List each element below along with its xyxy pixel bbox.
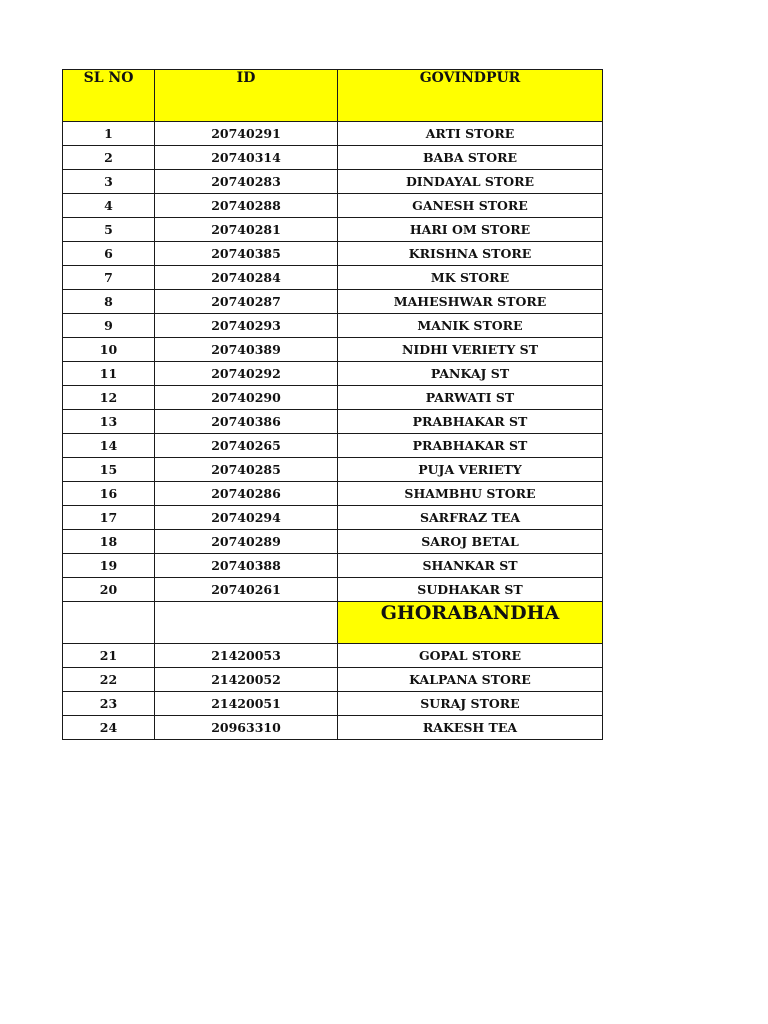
table-row [63,146,603,170]
table-row [63,314,603,338]
table-row [63,194,603,218]
cell-sl-no: 16 [63,482,155,506]
cell-store-name: HARI OM STORE [338,218,603,242]
cell-sl-no: 1 [63,122,155,146]
cell-store-name: PUJA VERIETY [338,458,603,482]
cell-store-name: ARTI STORE [338,122,603,146]
cell-id: 20740314 [155,146,338,170]
cell-store-name: MANIK STORE [338,314,603,338]
header-area-govindpur: GOVINDPUR [338,70,603,122]
cell-sl-no: 24 [63,716,155,740]
section-title-ghorabandha: GHORABANDHA [338,602,603,644]
table-body [63,70,603,740]
cell-store-name: SHAMBHU STORE [338,482,603,506]
cell-sl-no: 3 [63,170,155,194]
cell-store-name: GOPAL STORE [338,644,603,668]
cell-sl-no: 4 [63,194,155,218]
cell-sl-no: 15 [63,458,155,482]
cell-id: 20740287 [155,290,338,314]
cell-store-name: BABA STORE [338,146,603,170]
table-row [63,530,603,554]
table-row [63,362,603,386]
cell-sl-no: 6 [63,242,155,266]
cell-sl-no: 10 [63,338,155,362]
cell-id: 20740284 [155,266,338,290]
table-row [63,410,603,434]
cell-store-name: SHANKAR ST [338,554,603,578]
table-row [63,338,603,362]
cell-store-name: PARWATI ST [338,386,603,410]
cell-sl-no: 5 [63,218,155,242]
table-row [63,644,603,668]
cell-id: 20963310 [155,716,338,740]
cell-store-name: NIDHI VERIETY ST [338,338,603,362]
cell-sl-no: 19 [63,554,155,578]
cell-id: 20740291 [155,122,338,146]
table-row [63,458,603,482]
table-row [63,170,603,194]
cell-id: 20740289 [155,530,338,554]
cell-id: 20740294 [155,506,338,530]
cell-sl-no: 18 [63,530,155,554]
empty-cell [63,602,155,644]
cell-store-name: MAHESHWAR STORE [338,290,603,314]
cell-store-name: PRABHAKAR ST [338,410,603,434]
cell-id: 20740281 [155,218,338,242]
header-row [63,70,603,122]
cell-sl-no: 11 [63,362,155,386]
table-row [63,554,603,578]
header-sl-no: SL NO [63,70,155,122]
table-row [63,668,603,692]
cell-sl-no: 2 [63,146,155,170]
table-row [63,218,603,242]
cell-sl-no: 14 [63,434,155,458]
cell-sl-no: 9 [63,314,155,338]
cell-store-name: MK STORE [338,266,603,290]
cell-store-name: SARFRAZ TEA [338,506,603,530]
cell-store-name: RAKESH TEA [338,716,603,740]
cell-id: 20740283 [155,170,338,194]
empty-cell [155,602,338,644]
cell-sl-no: 23 [63,692,155,716]
table-row [63,692,603,716]
table-row [63,290,603,314]
cell-id: 20740286 [155,482,338,506]
cell-sl-no: 20 [63,578,155,602]
cell-store-name: SURAJ STORE [338,692,603,716]
cell-sl-no: 12 [63,386,155,410]
cell-id: 20740265 [155,434,338,458]
cell-id: 20740261 [155,578,338,602]
cell-sl-no: 21 [63,644,155,668]
cell-id: 20740388 [155,554,338,578]
cell-store-name: DINDAYAL STORE [338,170,603,194]
table-row [63,266,603,290]
cell-id: 20740386 [155,410,338,434]
header-id: ID [155,70,338,122]
cell-sl-no: 22 [63,668,155,692]
section-row-ghorabandha [63,602,603,644]
table-row [63,434,603,458]
table-row [63,242,603,266]
table-row [63,716,603,740]
cell-sl-no: 13 [63,410,155,434]
cell-id: 21420053 [155,644,338,668]
cell-id: 20740293 [155,314,338,338]
table-row [63,122,603,146]
table-row [63,482,603,506]
cell-id: 20740389 [155,338,338,362]
table-row [63,506,603,530]
cell-id: 20740290 [155,386,338,410]
cell-store-name: PANKAJ ST [338,362,603,386]
cell-id: 21420051 [155,692,338,716]
cell-store-name: GANESH STORE [338,194,603,218]
table-row [63,578,603,602]
cell-id: 20740288 [155,194,338,218]
cell-id: 21420052 [155,668,338,692]
cell-id: 20740285 [155,458,338,482]
cell-store-name: KALPANA STORE [338,668,603,692]
cell-sl-no: 8 [63,290,155,314]
cell-sl-no: 7 [63,266,155,290]
table-row [63,386,603,410]
cell-id: 20740292 [155,362,338,386]
cell-store-name: SAROJ BETAL [338,530,603,554]
store-list-table [62,69,603,740]
cell-store-name: KRISHNA STORE [338,242,603,266]
cell-id: 20740385 [155,242,338,266]
cell-store-name: SUDHAKAR ST [338,578,603,602]
cell-sl-no: 17 [63,506,155,530]
cell-store-name: PRABHAKAR ST [338,434,603,458]
